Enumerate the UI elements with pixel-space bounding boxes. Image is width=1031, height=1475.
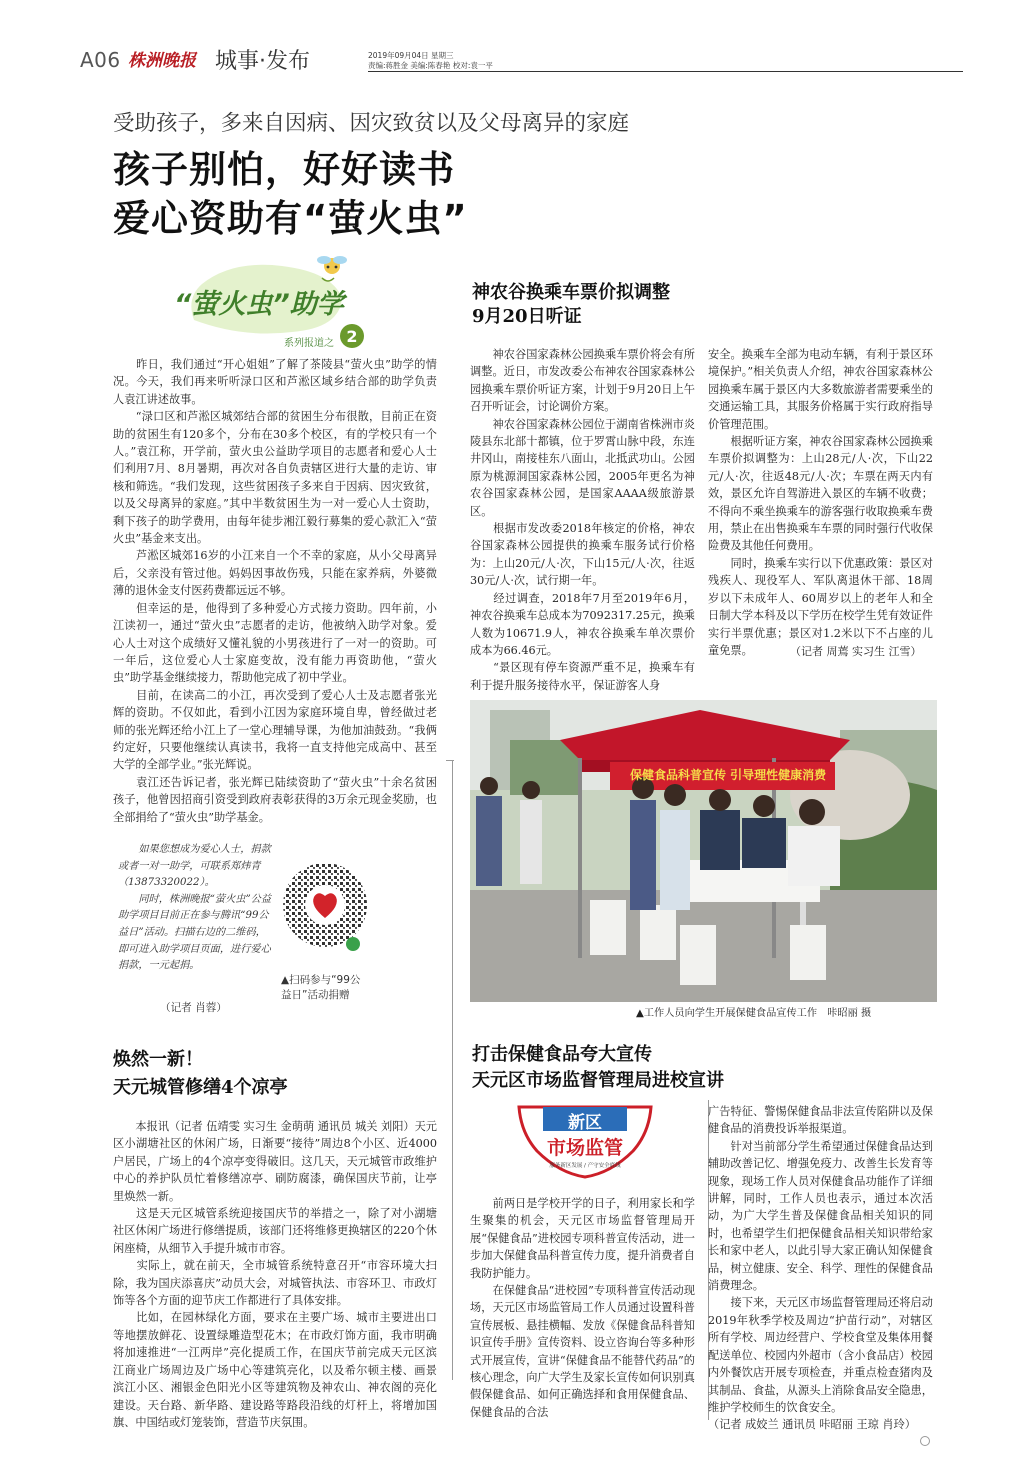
column-divider-tick	[446, 760, 454, 761]
newspaper-logo: 株洲晚报	[128, 51, 196, 71]
header-rule	[368, 71, 963, 72]
firefly-logo-title: “萤火虫”助学	[174, 289, 344, 320]
photo-banner-text: 保健食品科普宣传 引导理性健康消费	[630, 768, 827, 782]
story1-body: 昨日，我们通过“开心姐姐”了解了茶陵县“萤火虫”助学的情况。今天，我们再来听听渌口区和芦淞区域乡结合部的助学负责人袁江讲述故事。 “渌口区和芦淞区城郊结合部的贫困生分布很散，目前正在资助的贫困生有120多个，分布在30多个校区，有的学校只有一个人。”袁江称，开学前，萤火虫公益助学项目的志愿者和爱心人士们利用7月、8月暑期，再次对各自负责辖区进行大量的走访、审核和筛选。“我们发现，这些贫困孩子多来自于因病、因灾致贫，以及父母离异的家庭。”其中半数贫困生为一对一爱心人士资助，剩下孩子的助学费用，由每年徒步湘江毅行募集的爱心款汇入“萤火虫”基金来支出。 芦淞区城郊16岁的小江来自一个不幸的家庭，从小父母离异后，父亲没有管过他。妈妈因事故伤残，只能在家养病，外婆微薄的退休金支付医药费都远远不够。 但幸运的是，他得到了多种爱心方式接力资助。四年前，小江读初一，通过“萤火虫”志愿者的走访，他被纳入助学对象。爱心人士对这个成绩好又懂礼貌的小男孩进行了一对一的资助。可一年后，这位爱心人士家庭变故，没有能力再资助他，“萤火虫”助学基金继续接力，帮助他完成了初中学业。 目前，在读高二的小江，再次受到了爱心人士及志愿者张光辉的资助。不仅如此，看到小江因为家庭环境自卑，曾经做过老师的张光辉还给小江上了一堂心理辅导课，为他加油鼓劲。“我俩约定好，只要他继续认真读书，我将一直支持他完成高中、甚至大学的全部学业。”张光辉说。 袁江还告诉记者，张光辉已陆续资助了“萤火虫”十余名贫困孩子，他曾因招商引资受到政府表彰获得的3万余元现金奖励，也全部捐给了“萤火虫”助学基金。	[113, 358, 437, 824]
firefly-logo-number: 2	[346, 327, 358, 346]
story3-body-col2: 安全。换乘车全部为电动车辆，有利于景区环境保护。”相关负责人介绍，神农谷国家森林公园换乘车属于景区内大多数旅游者需要乘坐的交通运输工具，其服务价格属于实行政府指导价管理范围。 根据听证方案，神农谷国家森林公园换乘车票价拟调整为：上山28元/人·次，下山22元/人·次，往返48元/人·次；车票在两天内有效，景区允许自驾游进入景区的车辆不收费；不得向不乘坐换乘车的游客强行收取换乘车费用，禁止在出售换乘车车票的同时强行代收保险费及其他任何费用。 同时，换乘车实行以下优惠政策：景区对残疾人、现役军人、军队离退休干部、18周岁以下未成年人、60周岁以上的老年人和全日制大学本科及以下学历在校学生凭有效证件实行半票优惠；景区对1.2米以下不占座的儿童免票。	[708, 348, 933, 657]
story4-headline-line1: 打击保健食品夸大宣传	[472, 1044, 652, 1065]
event-photo	[470, 700, 937, 1002]
page-corner-mark	[920, 1436, 930, 1446]
donation-notice-text: 如果您想成为爱心人士，捐款或者一对一助学，可联系郑炜青（13873320022）。 同时，株洲晚报“萤火虫”公益助学项目目前正在参与腾讯“99公益日”活动。扫描右边的二维码，即可进入助学项目页面，进行爱心捐款，一元起捐。	[118, 844, 272, 972]
market-logo-line2: 市场监管	[546, 1137, 623, 1159]
donation-notice-credit: （记者 肖蓉）	[160, 1002, 227, 1014]
story4-body-col2: 广告特征、警惕保健食品非法宣传陷阱以及保健食品的消费投诉举报渠道。 针对当前部分学生希望通过保健食品达到辅助改善记忆、增强免疫力、改善生长发育等现象，现场工作人员对保健食品功能作了详细讲解，同时，工作人员也表示，通过本次活动，为广大学生普及保健食品相关知识的同时，也希望学生们把保健食品相关知识带给家长和家中老人，以此引导大家正确认知保健食品，树立健康、安全、科学、理性的保健食品消费理念。 接下来，天元区市场监督管理局还将启动2019年秋季学校及周边“护苗行动”，对辖区所有学校、周边经营户、学校食堂及集体用餐配送单位、校园内外超市（含小食品店）校园内外餐饮店开展专项检查，并重点检查猪肉及其制品、食盐，从源头上消除食品安全隐患，维护学校师生的饮食安全。 （记者 成姣兰 通讯员 咔昭丽 王琼 肖玲）	[708, 1105, 933, 1432]
story1-headline-line2: 爱心资助有“萤火虫”	[113, 197, 468, 240]
donation-qr-code[interactable]	[280, 840, 370, 970]
header-staff: 责编:蒋胜金 美编:陈春艳 校对:袁一平	[368, 60, 493, 70]
header-date: 2019年09月04日 星期三	[368, 51, 454, 60]
story4-body-col1: 前两日是学校开学的日子，利用家长和学生聚集的机会，天元区市场监督管理局开展“保健食品”进校园专项科普宣传活动，进一步加大保健食品科普宣传力度，提升消费者自我防护能力。 在保健食品“进校园”专项科普宣传活动现场，天元区市场监管局工作人员通过设置科普宣传展板、悬挂横幅、发放《保健食品科普知识宣传手册》宣传资料、设立咨询台等多种形式开展宣传，宣讲“保健食品不能替代药品”的核心理念，向广大学生及家长宣传如何识别真假保健食品、如何正确选择和食用保健食品、保健食品的合法	[470, 1197, 695, 1419]
story3-headline-line1: 神农谷换乘车票价拟调整	[472, 282, 670, 303]
market-logo-line1: 新区	[568, 1113, 602, 1133]
firefly-logo-sub: 系列报道之	[284, 338, 334, 349]
page-number: A06	[80, 48, 121, 72]
story1-kicker: 受助孩子，多来自因病、因灾致贫以及父母离异的家庭	[113, 111, 630, 136]
firefly-series-logo	[172, 250, 372, 350]
story2-headline-line2: 天元城管修缮4个凉亭	[113, 1077, 288, 1098]
photo-caption: ▲工作人员向学生开展保健食品宣传工作 咔昭丽 摄	[636, 1008, 872, 1019]
story3-headline-line2: 9月20日听证	[472, 306, 582, 327]
story3-body-col1: 神农谷国家森林公园换乘车票价将会有所调整。近日，市发改委公布神农谷国家森林公园换乘车票价听证方案，计划于9月20日上午召开听证会，讨论调价方案。 神农谷国家森林公园位于湖南省株洲市炎陵县东北部十都镇，位于罗霄山脉中段，东连井冈山，南接桂东八面山，北抵武功山。公园原为桃源洞国家森林公园，2005年更名为神农谷国家森林公园，是国家AAAA级旅游景区。 根据市发改委2018年核定的价格，神农谷国家森林公园提供的换乘车服务试行价格为：上山20元/人·次，下山15元/人·次，往返30元/人·次，试行期一年。 经过调查，2018年7月至2019年6月，神农谷换乘车总成本为7092317.25元，换乘人数为10671.9人，神农谷换乘车单次票价成本为66.46元。 “景区现有停车资源严重不足，换乘车有利于提升服务接待水平，保证游客人身	[470, 348, 695, 692]
story1-headline-line1: 孩子别怕，好好读书	[113, 148, 455, 191]
story2-headline-line1: 焕然一新！	[113, 1049, 203, 1070]
column-divider	[452, 760, 453, 1380]
market-supervision-logo	[515, 1103, 655, 1183]
market-logo-sub: 服务新区发展 / 产守安全底线	[549, 1163, 621, 1169]
story4-headline-line2: 天元区市场监督管理局进校宣讲	[472, 1070, 724, 1091]
event-photo-image	[470, 700, 937, 1002]
qr-caption: ▲扫码参与“99公 益日”活动捐赠	[281, 974, 361, 1001]
header-meta	[368, 51, 493, 70]
story3-credit: （记者 周蔫 实习生 江雪）	[790, 645, 922, 658]
qr-heart-icon	[280, 840, 370, 970]
story2-body: 本报讯（记者 伍靖雯 实习生 金萌萌 通讯员 城关 刘阳）天元区小湖塘社区的休闲广场，日渐要“接待”周边8个小区、近4000户居民，广场上的4个凉亭变得破旧。这几天，天元城管市政维护中心的养护队员忙着修缮凉亭、刷防腐漆，确保国庆节前，让亭里焕然一新。 这是天元区城管系统迎接国庆节的举措之一，除了对小湖塘社区休闲广场进行修缮提质，该部门还将维修更换辖区的220个休闲座椅，从细节入手提升城市市容。 实际上，就在前天，全市城管系统特意召开“市容环境大扫除，我为国庆添喜庆”动员大会，对城管执法、市容环卫、市政灯饰等各个方面的迎节庆工作都进行了具体安排。 比如，在园林绿化方面，要求在主要广场、城市主要进出口等地摆放鲜花、设置绿雕造型花木；在市政灯饰方面，我市明确将加速推进“一江两岸”亮化提质工作，在国庆节前完成天元区滨江商业广场周边及广场中心等建筑亮化，以及希尔顿主楼、画景滨江小区、湘银金色阳光小区等建筑物及神农山、神农阁的亮化建设。天台路、新华路、建设路等路段沿线的灯杆上，将增加国旗、中国结或灯笼装饰，营造节庆氛围。	[113, 1120, 437, 1429]
section-title: 城事·发布	[215, 49, 310, 74]
